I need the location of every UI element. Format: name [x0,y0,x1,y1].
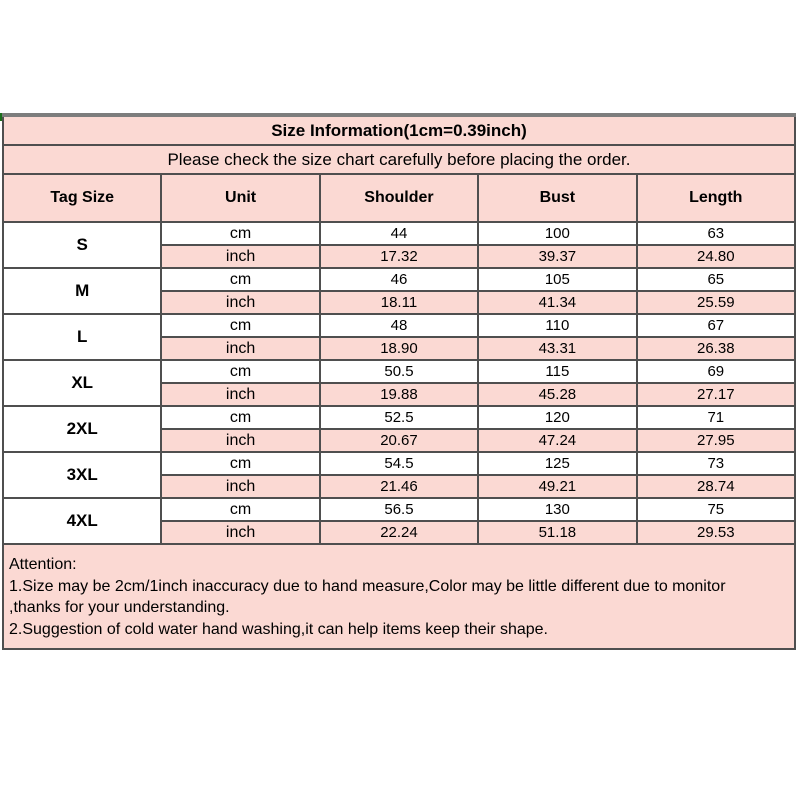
unit-cell-inch: inch [161,521,319,544]
size-chart-table [2,113,796,650]
table-row-m-cm [3,268,795,291]
value-cell-bust: 49.21 [478,475,636,498]
attention-line: ,thanks for your understanding. [9,599,230,616]
value-cell-bust: 51.18 [478,521,636,544]
attention-row [3,544,795,649]
value-cell-shoulder: 54.5 [320,452,478,475]
size-chart-subtitle: Please check the size chart carefully before placing the order. [3,145,795,174]
value-cell-length: 27.17 [637,383,795,406]
tag-size-cell-4xl: 4XL [3,498,161,544]
value-cell-shoulder: 18.11 [320,291,478,314]
unit-cell-inch: inch [161,291,319,314]
attention-line: 2.Suggestion of cold water hand washing,it can help items keep their shape. [9,620,548,638]
value-cell-bust: 100 [478,222,636,245]
tag-size-cell-m: M [3,268,161,314]
size-chart-sheet [2,113,796,650]
value-cell-bust: 39.37 [478,245,636,268]
value-cell-bust: 125 [478,452,636,475]
value-cell-length: 63 [637,222,795,245]
value-cell-bust: 120 [478,406,636,429]
title-row [3,115,795,145]
unit-cell-cm: cm [161,222,319,245]
attention-heading: Attention: [9,556,77,573]
unit-cell-inch: inch [161,383,319,406]
value-cell-length: 28.74 [637,475,795,498]
value-cell-length: 65 [637,268,795,291]
column-header-tag-size: Tag Size [3,174,161,222]
column-header-shoulder: Shoulder [320,174,478,222]
value-cell-bust: 110 [478,314,636,337]
value-cell-shoulder: 17.32 [320,245,478,268]
value-cell-length: 29.53 [637,521,795,544]
unit-cell-cm: cm [161,452,319,475]
value-cell-shoulder: 44 [320,222,478,245]
unit-cell-inch: inch [161,245,319,268]
tag-size-cell-l: L [3,314,161,360]
unit-cell-inch: inch [161,475,319,498]
value-cell-shoulder: 20.67 [320,429,478,452]
unit-cell-inch: inch [161,429,319,452]
value-cell-length: 73 [637,452,795,475]
table-row-2xl-cm [3,406,795,429]
attention-line: 1.Size may be 2cm/1inch inaccuracy due to hand measure,Color may be little different due to monitor [9,577,726,595]
value-cell-shoulder: 52.5 [320,406,478,429]
tag-size-cell-2xl: 2XL [3,406,161,452]
value-cell-length: 25.59 [637,291,795,314]
column-header-unit: Unit [161,174,319,222]
table-row-s-cm [3,222,795,245]
unit-cell-cm: cm [161,360,319,383]
tag-size-cell-s: S [3,222,161,268]
value-cell-length: 67 [637,314,795,337]
value-cell-shoulder: 18.90 [320,337,478,360]
attention-box [3,544,795,649]
value-cell-shoulder: 50.5 [320,360,478,383]
value-cell-shoulder: 56.5 [320,498,478,521]
value-cell-length: 69 [637,360,795,383]
value-cell-bust: 43.31 [478,337,636,360]
subtitle-row [3,145,795,174]
table-row-4xl-cm [3,498,795,521]
value-cell-length: 24.80 [637,245,795,268]
value-cell-shoulder: 19.88 [320,383,478,406]
value-cell-length: 26.38 [637,337,795,360]
unit-cell-cm: cm [161,314,319,337]
value-cell-length: 71 [637,406,795,429]
size-chart-title: Size Information(1cm=0.39inch) [3,115,795,145]
value-cell-bust: 115 [478,360,636,383]
column-header-bust: Bust [478,174,636,222]
value-cell-shoulder: 48 [320,314,478,337]
tag-size-cell-xl: XL [3,360,161,406]
unit-cell-inch: inch [161,337,319,360]
unit-cell-cm: cm [161,268,319,291]
unit-cell-cm: cm [161,498,319,521]
value-cell-shoulder: 46 [320,268,478,291]
value-cell-shoulder: 21.46 [320,475,478,498]
value-cell-length: 75 [637,498,795,521]
column-header-row [3,174,795,222]
value-cell-bust: 45.28 [478,383,636,406]
value-cell-bust: 47.24 [478,429,636,452]
table-row-3xl-cm [3,452,795,475]
table-row-l-cm [3,314,795,337]
value-cell-bust: 130 [478,498,636,521]
column-header-length: Length [637,174,795,222]
value-cell-length: 27.95 [637,429,795,452]
unit-cell-cm: cm [161,406,319,429]
tag-size-cell-3xl: 3XL [3,452,161,498]
value-cell-bust: 105 [478,268,636,291]
value-cell-shoulder: 22.24 [320,521,478,544]
table-row-xl-cm [3,360,795,383]
value-cell-bust: 41.34 [478,291,636,314]
